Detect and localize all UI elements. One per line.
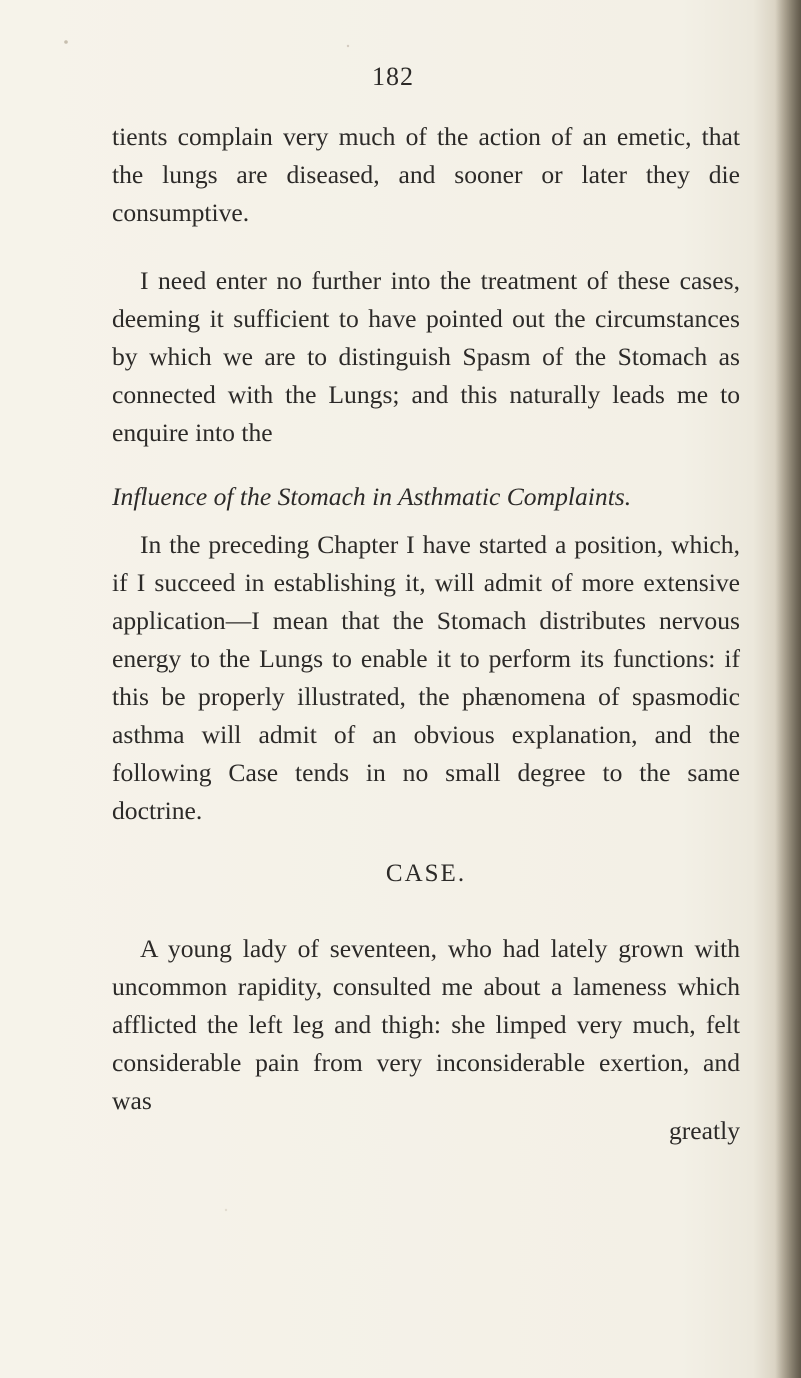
page-edge-shadow xyxy=(775,0,801,1378)
page-number: 182 xyxy=(372,62,414,91)
catchword: greatly xyxy=(668,1116,740,1145)
paragraph-3: In the preceding Chapter I have started a position, which, if I succeed in establishing it, will admit of more extensive application—I mean that the Stomach distributes nervous energy to the Lungs to enable it to perform its functions: if this be properly illustrated, the phænomena of spasmodic asthma will admit of an obvious explanation, and the following Case tends in no small degree to the same doctrine. xyxy=(112,530,740,825)
case-heading: CASE. xyxy=(385,860,467,887)
paper-speck xyxy=(225,1209,227,1211)
section-heading: Influence of the Stomach in Asthmatic Complaints. xyxy=(112,482,632,511)
paragraph-2: I need enter no further into the treatment of these cases, deeming it sufficient to have pointed out the circumstances by which we are to distinguish Spasm of the Stomach as connected with the Lungs; and this naturally leads me to enquire into the xyxy=(112,266,740,447)
paragraph-4: A young lady of seventeen, who had lately grown with uncommon rapidity, consulted me about a lameness which afflicted the left leg and thigh: she limped very much, felt considerable pain from very inconsiderable exertion, and was xyxy=(112,934,740,1115)
paper-speck xyxy=(64,40,68,44)
paragraph-1: tients complain very much of the action of an emetic, that the lungs are diseased, and sooner or later they die consumptive. xyxy=(112,122,740,227)
paper-speck xyxy=(347,45,349,47)
